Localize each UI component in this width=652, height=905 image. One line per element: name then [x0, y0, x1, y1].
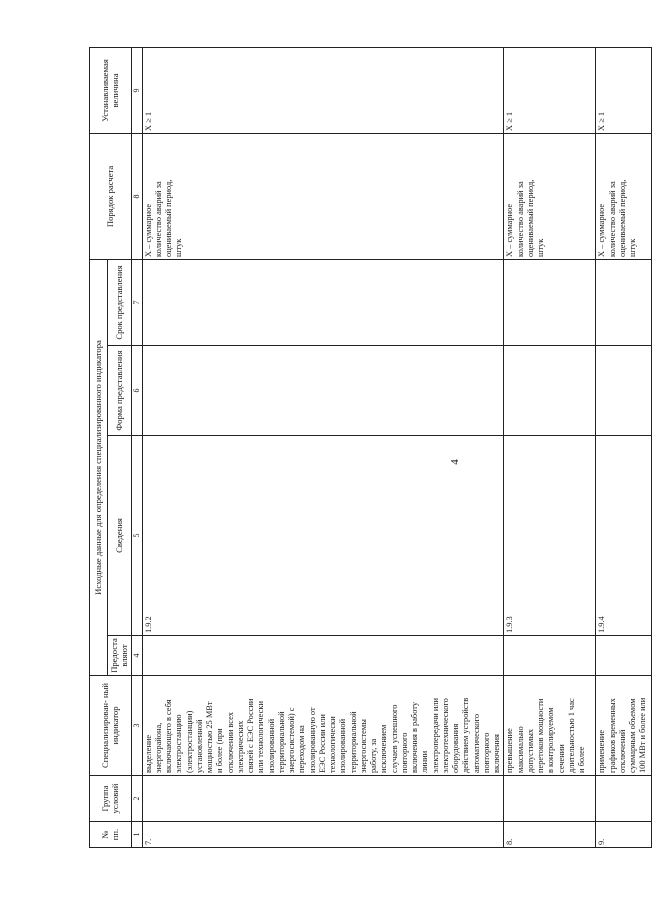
row-provides	[596, 636, 652, 676]
column-number: 1	[131, 822, 142, 848]
row-deadline	[596, 259, 652, 345]
row-calc: X – суммарное количество аварий за оцениваемый период, штук	[596, 133, 652, 259]
row-calc: X – суммарное количество аварий за оцениваемый период, штук	[142, 133, 504, 259]
indicator-table	[89, 47, 652, 848]
column-number: 5	[131, 436, 142, 636]
row-info: 1.9.2	[142, 436, 504, 636]
header-info: Сведения	[108, 436, 132, 636]
header-indicator: Специализирован- ный индикатор	[90, 676, 132, 776]
header-value: Устанавливаемая величина	[90, 47, 132, 133]
rotated-table-sheet	[89, 48, 648, 848]
row-group	[504, 776, 596, 822]
header-no: № пп.	[90, 822, 132, 848]
table-row	[142, 47, 504, 847]
row-number: 7.	[142, 822, 504, 848]
row-deadline	[142, 259, 504, 345]
header-provides: Предоставляют	[108, 636, 132, 676]
table-row	[504, 47, 596, 847]
row-provides	[504, 636, 596, 676]
row-calc: X – суммарное количество аварий за оцениваемый период, штук	[504, 133, 596, 259]
row-number: 8.	[504, 822, 596, 848]
row-group	[142, 776, 504, 822]
row-info: 1.9.4	[596, 436, 652, 636]
row-form	[596, 346, 652, 436]
row-indicator: применение графиков временных отключений суммарным объемом 100 МВт и более или	[596, 676, 652, 776]
row-deadline	[504, 259, 596, 345]
header-calc: Порядок расчета	[90, 133, 132, 259]
row-value: X ≥ 1	[504, 47, 596, 133]
column-number: 2	[131, 776, 142, 822]
column-number: 4	[131, 636, 142, 676]
row-value: X ≥ 1	[596, 47, 652, 133]
column-number: 3	[131, 676, 142, 776]
column-number: 6	[131, 346, 142, 436]
header-source-data: Исходные данные для определения специализированного индикатора	[90, 259, 108, 675]
row-provides	[142, 636, 504, 676]
header-group: Группа условий	[90, 776, 132, 822]
row-info: 1.9.3	[504, 436, 596, 636]
row-value: X ≥ 1	[142, 47, 504, 133]
row-indicator: превышение максимально допустимых перетоков мощности в контролируемом сечении длительностью 1 час и более	[504, 676, 596, 776]
row-form	[142, 346, 504, 436]
column-number: 7	[131, 259, 142, 345]
column-number: 8	[131, 133, 142, 259]
row-indicator: выделение энергорайона, включающего в себя электростанцию (электростанции) установленной мощностью 25 МВт и более (при отключении всех электрических связей с ЕЭС России или технологически изолированной территориальной энергосистемой) с переходом на изолированную от ЕЭС России или технологически изолированной территориальной энергосистемы работу, за исключением случаев успешного повторного включения в работу линии электропередачи или электротехнического оборудования действием устройств автоматического повторного включения	[142, 676, 504, 776]
column-number: 9	[131, 47, 142, 133]
row-number: 9.	[596, 822, 652, 848]
column-number-row	[131, 47, 142, 847]
table-row	[596, 47, 652, 847]
header-deadline: Срок представления	[108, 259, 132, 345]
row-group	[596, 776, 652, 822]
header-form: Форма представления	[108, 346, 132, 436]
page-number: 4	[448, 459, 461, 465]
row-form	[504, 346, 596, 436]
